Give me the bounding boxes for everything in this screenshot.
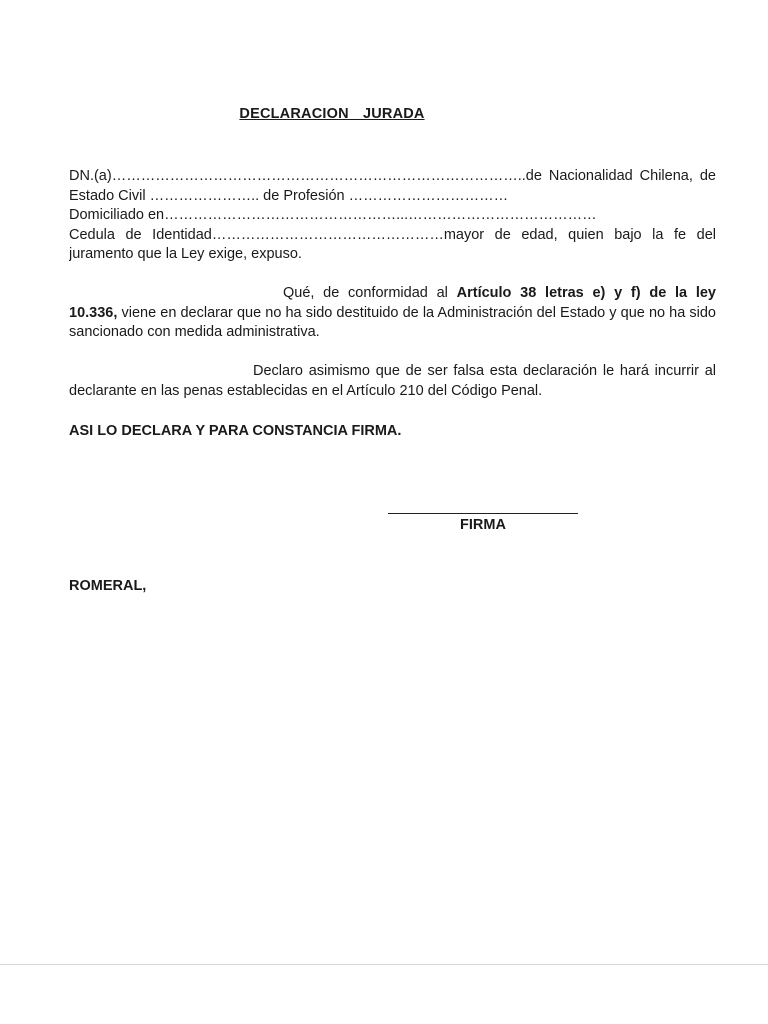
falsity-line-2: declarante en las penas establecidas en el Artículo 210 del Código Penal. xyxy=(69,382,543,399)
falsity-paragraph xyxy=(69,362,716,401)
law-number: 10.336, xyxy=(69,304,118,321)
identity-line-civil-status: Estado Civil ………………….. de Profesión …………………………… xyxy=(69,187,509,204)
declaration-paragraph xyxy=(69,284,716,343)
identity-line-id: Cedula de Identidad…………………………………………mayor de edad, quien bajo la fe del xyxy=(69,226,716,243)
place-label: ROMERAL, xyxy=(69,578,147,594)
identity-line-address: Domiciliado en…………………………………………...………………………………… xyxy=(69,207,597,224)
declaration-intro: Qué, de conformidad al xyxy=(283,285,457,301)
falsity-line-1: Declaro asimismo que de ser falsa esta declaración le hará incurrir al xyxy=(253,363,716,379)
identity-line-oath: juramento que la Ley exige, expuso. xyxy=(69,246,302,263)
identity-paragraph xyxy=(69,167,716,265)
declaration-body xyxy=(69,304,716,343)
declaration-line-1 xyxy=(69,284,716,304)
closing-statement: ASI LO DECLARA Y PARA CONSTANCIA FIRMA. xyxy=(69,423,402,439)
identity-line-name: DN.(a)…………………………………………………………………………..de Nacionalidad Chilena, de xyxy=(69,168,716,184)
scan-edge-divider xyxy=(0,964,768,965)
signature-label: FIRMA xyxy=(460,517,506,533)
document-title: DECLARACION JURADA xyxy=(239,106,425,122)
declaration-rest: viene en declarar que no ha sido destituido de la Administración del Estado y que no ha sido sancionado con medida administrativa. xyxy=(69,304,716,341)
signature-line xyxy=(388,513,578,514)
article-reference: Artículo 38 letras e) y f) de la ley xyxy=(456,285,716,301)
